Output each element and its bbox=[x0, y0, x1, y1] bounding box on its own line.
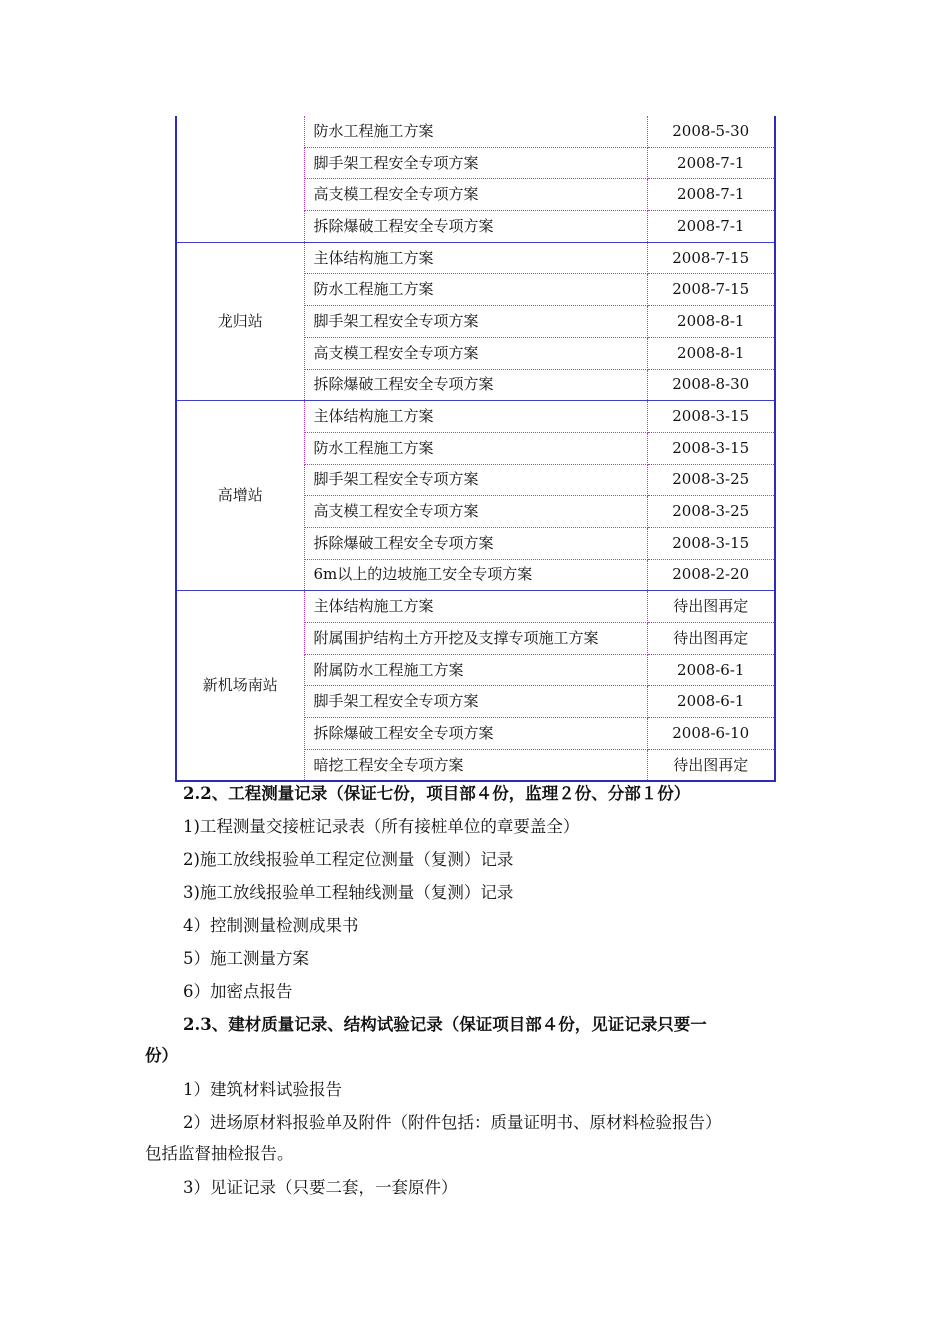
plan-name-cell: 主体结构施工方案 bbox=[304, 401, 647, 433]
section-2-3-heading-line-2: 份） bbox=[145, 1046, 178, 1065]
section-2-3-item-2-line-1: 2）进场原材料报验单及附件（附件包括：质量证明书、原材料检验报告） bbox=[183, 1113, 722, 1132]
plan-name-cell: 高支模工程安全专项方案 bbox=[304, 496, 647, 528]
plan-date-cell: 2008-8-1 bbox=[647, 337, 775, 369]
section-2-3-heading-line-1: 2.3、建材质量记录、结构试验记录（保证项目部４份，见证记录只要一 bbox=[183, 1015, 707, 1034]
section-2-2-item-6: 6）加密点报告 bbox=[183, 982, 293, 1001]
plan-date-cell: 2008-8-1 bbox=[647, 306, 775, 338]
station-name-cell: 高增站 bbox=[176, 401, 304, 591]
plan-name-cell: 拆除爆破工程安全专项方案 bbox=[304, 718, 647, 750]
station-name-cell bbox=[176, 116, 304, 242]
plan-date-cell: 2008-3-25 bbox=[647, 464, 775, 496]
plan-name-cell: 脚手架工程安全专项方案 bbox=[304, 464, 647, 496]
plan-date-cell: 2008-3-25 bbox=[647, 496, 775, 528]
section-2-3-item-2-line-2: 包括监督抽检报告。 bbox=[145, 1144, 294, 1163]
plan-name-cell: 脚手架工程安全专项方案 bbox=[304, 686, 647, 718]
plan-date-cell: 2008-7-1 bbox=[647, 179, 775, 211]
plan-date-cell: 2008-7-15 bbox=[647, 242, 775, 274]
plan-date-cell: 2008-3-15 bbox=[647, 401, 775, 433]
station-name-cell: 新机场南站 bbox=[176, 591, 304, 782]
plan-name-cell: 高支模工程安全专项方案 bbox=[304, 337, 647, 369]
plan-date-cell: 2008-2-20 bbox=[647, 559, 775, 591]
section-2-3-item-1: 1）建筑材料试验报告 bbox=[183, 1080, 342, 1099]
table-body bbox=[176, 116, 775, 781]
plan-name-cell: 拆除爆破工程安全专项方案 bbox=[304, 211, 647, 243]
plan-name-cell: 脚手架工程安全专项方案 bbox=[304, 147, 647, 179]
section-2-2-heading: 2.2、工程测量记录（保证七份，项目部４份，监理２份、分部１份） bbox=[183, 784, 691, 803]
section-2-2-item-1: 1)工程测量交接桩记录表（所有接桩单位的章要盖全） bbox=[183, 817, 580, 836]
table-row bbox=[176, 591, 775, 623]
section-2-3-item-3: 3）见证记录（只要二套，一套原件） bbox=[183, 1178, 458, 1197]
plan-name-cell: 拆除爆破工程安全专项方案 bbox=[304, 527, 647, 559]
plan-name-cell: 附属防水工程施工方案 bbox=[304, 654, 647, 686]
plan-name-cell: 防水工程施工方案 bbox=[304, 116, 647, 147]
section-2-2-item-2: 2)施工放线报验单工程定位测量（复测）记录 bbox=[183, 850, 514, 869]
plan-date-cell: 2008-7-1 bbox=[647, 147, 775, 179]
plan-name-cell: 主体结构施工方案 bbox=[304, 591, 647, 623]
plan-date-cell: 2008-6-1 bbox=[647, 686, 775, 718]
plan-date-cell: 2008-7-1 bbox=[647, 211, 775, 243]
plan-name-cell: 暗挖工程安全专项方案 bbox=[304, 749, 647, 781]
plan-name-cell: 高支模工程安全专项方案 bbox=[304, 179, 647, 211]
plan-date-cell: 2008-7-15 bbox=[647, 274, 775, 306]
table-row bbox=[176, 401, 775, 433]
section-2-2-item-4: 4）控制测量检测成果书 bbox=[183, 916, 359, 935]
plan-date-cell: 2008-6-1 bbox=[647, 654, 775, 686]
plan-name-cell: 主体结构施工方案 bbox=[304, 242, 647, 274]
plan-name-cell: 防水工程施工方案 bbox=[304, 432, 647, 464]
plan-name-cell: 脚手架工程安全专项方案 bbox=[304, 306, 647, 338]
section-2-2-item-5: 5）施工测量方案 bbox=[183, 949, 309, 968]
plan-name-cell: 防水工程施工方案 bbox=[304, 274, 647, 306]
plan-date-cell: 2008-3-15 bbox=[647, 527, 775, 559]
construction-plan-table bbox=[175, 116, 776, 782]
plan-name-cell: 拆除爆破工程安全专项方案 bbox=[304, 369, 647, 401]
plan-date-cell: 2008-3-15 bbox=[647, 432, 775, 464]
plan-date-cell: 2008-5-30 bbox=[647, 116, 775, 147]
plan-date-cell: 待出图再定 bbox=[647, 591, 775, 623]
table-row bbox=[176, 116, 775, 147]
plan-date-cell: 待出图再定 bbox=[647, 623, 775, 655]
table-row bbox=[176, 242, 775, 274]
plan-date-cell: 2008-6-10 bbox=[647, 718, 775, 750]
plan-name-cell: 6m以上的边坡施工安全专项方案 bbox=[304, 559, 647, 591]
section-2-2-item-3: 3)施工放线报验单工程轴线测量（复测）记录 bbox=[183, 883, 514, 902]
plan-date-cell: 待出图再定 bbox=[647, 749, 775, 781]
station-name-cell: 龙归站 bbox=[176, 242, 304, 400]
plan-name-cell: 附属围护结构土方开挖及支撑专项施工方案 bbox=[304, 623, 647, 655]
plan-date-cell: 2008-8-30 bbox=[647, 369, 775, 401]
